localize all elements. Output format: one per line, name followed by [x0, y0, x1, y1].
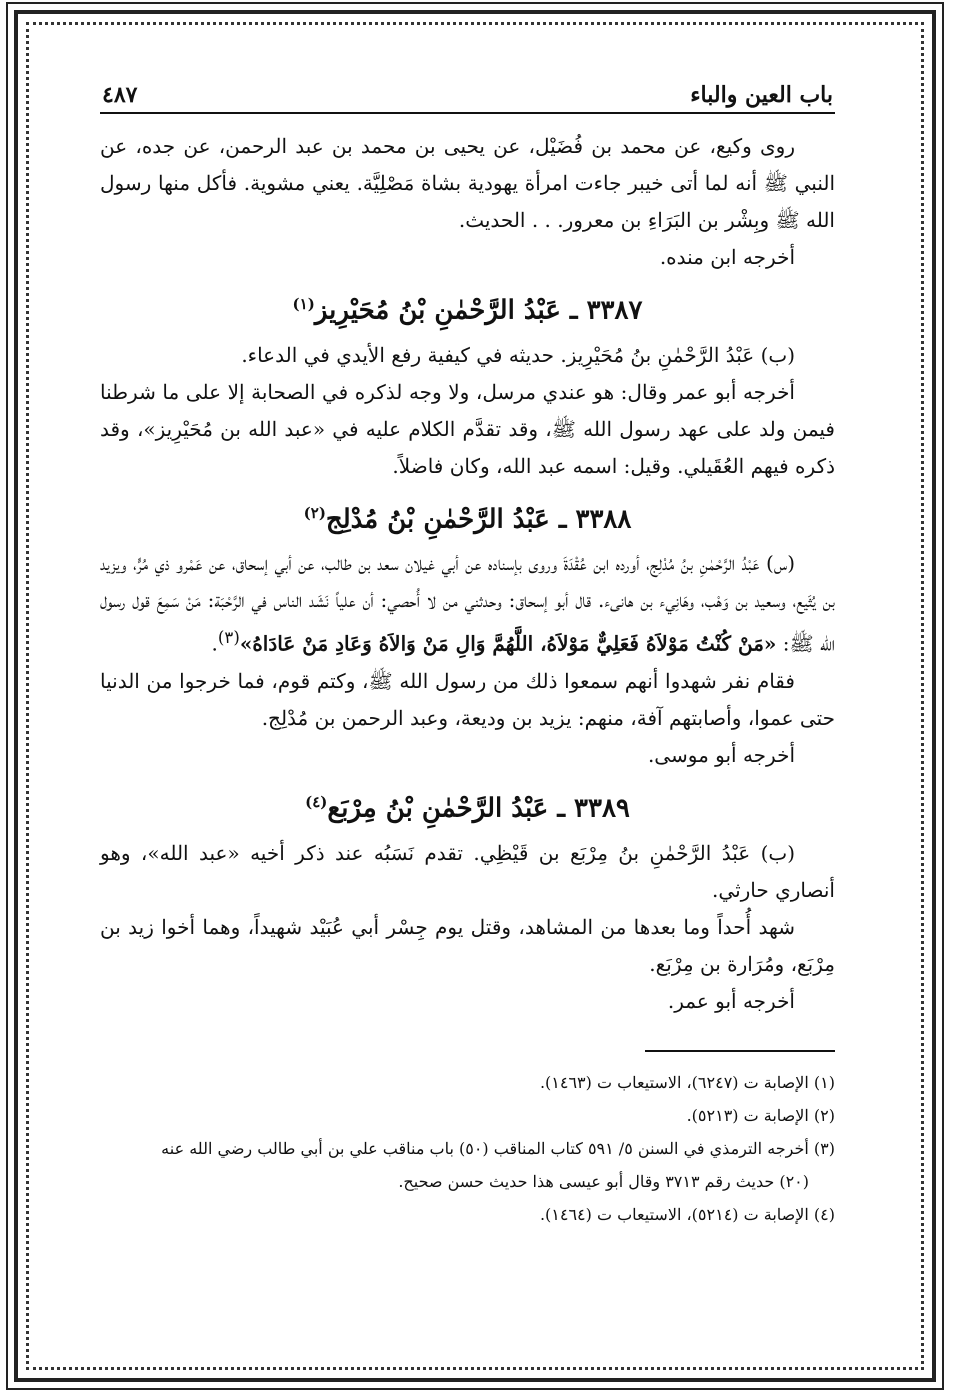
footnote: (٢) الإصابة ت (٥٢١٣).: [686, 1105, 835, 1125]
entry-heading-text: ٣٣٨٨ ـ عَبْدُ الرَّحْمٰنِ بْنُ مُدْلِج: [325, 504, 632, 535]
entry-source: أخرجه أبو موسى.: [647, 742, 795, 767]
hadith-quote: «مَنْ كُنْتُ مَوْلاَهُ فَعَلِيٌّ مَوْلاَهُ، اللَّهُمَّ وَالِ مَنْ وَالاَهُ وَعَادِ مَنْ عَادَاهُ»: [239, 631, 777, 656]
entry-paragraph: (س) عَبْدُ الرَّحْمٰنِ بنُ مُدْلِج، أورده ابن عُقْدَةَ وروى بإسناده عن أبي غيلان سعد بن طالب، عن أبي إسحاق، عن عَمْرو ذي مُرٍّ، ويزيد بن يُثَيع، وسعيد بن وَهْب، وهَانِيء بن هانىء. قال أبو إسحاق: وحدثني من لا أُحصي: أن علياً نَشَد الناس في الرَّحْبَة: مَنْ سَمِعَ قول رسول الله ﷺ: «مَنْ كُنْتُ مَوْلاَهُ فَعَلِيٌّ مَوْلاَهُ، اللَّهُمَّ وَالِ مَنْ وَالاَهُ وَعَادِ مَنْ عَادَاهُ»$^{(٣)}$.: [100, 551, 835, 656]
footnote-mark: (١): [292, 295, 315, 313]
entry-paragraph: أخرجه أبو عمر وقال: هو عندي مرسل، ولا وجه لذكره في الصحابة إلا على ما شرطنا فيمن ولد على عهد رسول الله ﷺ، وقد تقدَّم الكلام عليه في «عبد الله بن مُحَيْرِيز»، وقد ذكره فيهم العُقَيلي. وقيل: اسمه عبد الله، وكان فاضلاً.: [100, 379, 835, 478]
entry-paragraph: (ب) عَبْدُ الرَّحْمٰنِ بنُ مُحَيْرِيز. حديثه في كيفية رفع الأيدي في الدعاء.: [241, 342, 795, 367]
footnote-mark: (٢): [303, 503, 326, 522]
entry-heading: [100, 280, 835, 335]
footnote-rule: [645, 1050, 835, 1052]
entry-heading: [100, 778, 835, 833]
entry-heading: [100, 489, 835, 544]
running-head: [100, 70, 835, 114]
book-page: [100, 70, 835, 1340]
entry-paragraph: فقام نفر شهدوا أنهم سمعوا ذلك من رسول الله ﷺ، وكتم قوم، فما خرجوا من الدنيا حتى عموا، وأصابتهم آفة، منهم: يزيد بن وديعة، وعبد الرحمن بن مُدْلِج.: [100, 668, 835, 730]
entry-paragraph-text: (س) عَبْدُ الرَّحْمٰنِ بنُ مُدْلِج، أورده ابن عُقْدَةَ وروى بإسناده عن أبي غيلان سعد بن طالب، عن أبي إسحاق، عن عَمْرو ذي مُرٍّ، ويزيد بن يُثَيع، وسعيد بن وَهْب، وهَانِيء بن هانىء. قال أبو إسحاق: وحدثني من لا أُحصي: أن علياً نَشَد الناس في الرَّحْبَة: مَنْ سَمِعَ قول رسول الله ﷺ:: [100, 551, 835, 656]
entry-heading-text: ٣٣٨٩ ـ عَبْدُ الرَّحْمٰنِ بْنُ مِرْبَع: [327, 793, 630, 824]
footnote-mark: (٣): [217, 628, 240, 648]
intro-source: أخرجه ابن منده.: [659, 245, 795, 269]
footnote: (٤) الإصابة ت (٥٢١٤)، الاستيعاب ت (١٤٦٤).: [539, 1204, 835, 1224]
entry-heading-text: ٣٣٨٧ ـ عَبْدُ الرَّحْمٰنِ بْنُ مُحَيْرِيز: [314, 295, 643, 326]
page-number: ٤٨٧: [102, 82, 138, 108]
footnote-continuation: (٢٠) حديث رقم ٣٧١٣ وقال أبو عيسى هذا حديث حسن صحيح.: [398, 1171, 809, 1191]
intro-paragraph: روى وكيع، عن محمد بن فُضَيْل، عن يحيى بن محمد بن عبد الرحمن، عن جده، عن النبي ﷺ أنه لما أتى خيبر جاءت امرأة يهودية بشاة مَصْلِيَّة. يعني مشوية. فأكل منها رسول الله ﷺ وبِشْر بن البَرَاءِ بن معرور. . . الحديث.: [100, 134, 835, 232]
footnote: (٣) أخرجه الترمذي في السنن ٥/ ٥٩١ كتاب المناقب (٥٠) باب مناقب علي بن أبي طالب رضي الله عنه: [161, 1138, 835, 1158]
entry-paragraph: شهد أُحداً وما بعدها من المشاهد، وقتل يوم جِسْر أبي عُبَيْد شهيداً، وهما أخوا زيد بن مِرْبَع، ومُرَارة بن مِرْبَع.: [100, 914, 835, 976]
footnote-mark: (٤): [305, 792, 328, 811]
entry-source: أخرجه أبو عمر.: [667, 988, 795, 1013]
entry-paragraph: (ب) عَبْدُ الرَّحْمٰنِ بنُ مِرْبَع بن قَيْظِي. تقدم نَسَبُه عند ذكر أخيه «عبد الله»، وهو أنصاري حارثي.: [100, 840, 835, 902]
chapter-title: باب العين والباء: [690, 82, 833, 108]
footnote: (١) الإصابة ت (٦٢٤٧)، الاستيعاب ت (١٤٦٣).: [539, 1072, 835, 1092]
